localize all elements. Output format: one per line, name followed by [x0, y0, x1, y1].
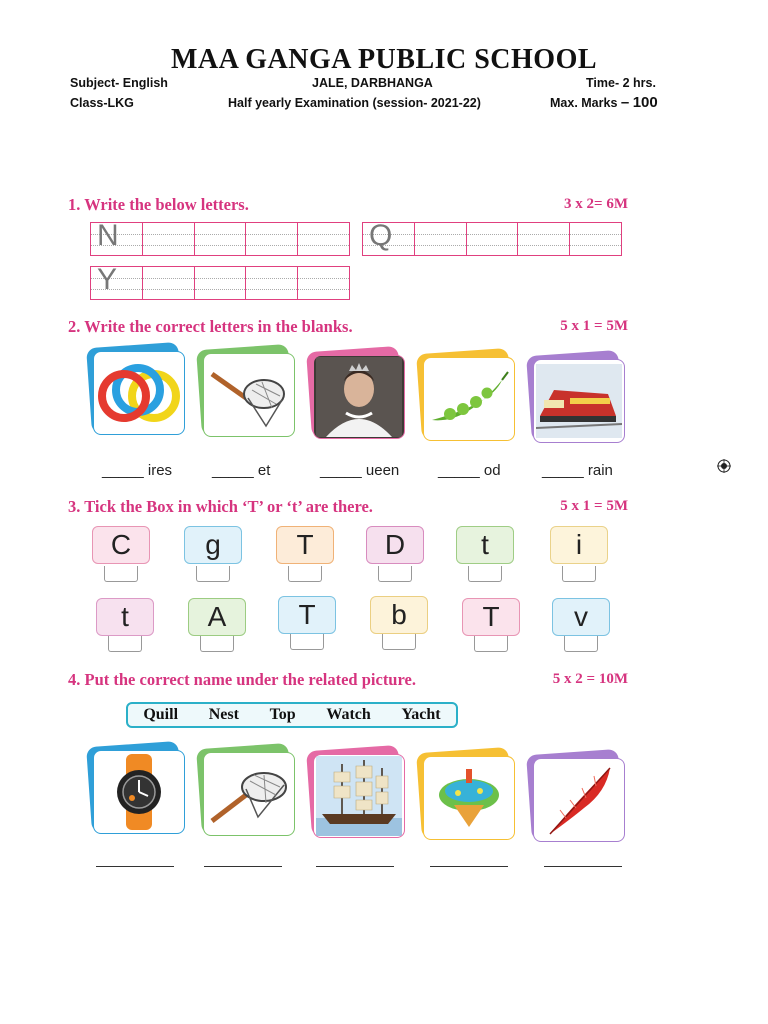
- blank-wires[interactable]: _____ ires: [102, 462, 173, 479]
- max-marks: [550, 94, 658, 111]
- tick-box[interactable]: [468, 566, 502, 582]
- picture-card-pod: [419, 351, 511, 437]
- grid-cell[interactable]: [91, 263, 142, 299]
- picture-card-net-2: [199, 746, 291, 832]
- letter-tile: g: [184, 526, 242, 564]
- tick-box[interactable]: [108, 636, 142, 652]
- blank-pod[interactable]: _____ od: [438, 462, 501, 479]
- grid-cell[interactable]: [297, 267, 349, 299]
- word-top: Top: [269, 706, 296, 723]
- tick-box[interactable]: [562, 566, 596, 582]
- max-marks-dash: –: [620, 94, 630, 111]
- picture-card-queen: [309, 349, 401, 435]
- wires-icon: [96, 358, 182, 428]
- trace-letter: N: [97, 219, 119, 252]
- letter-tile: v: [552, 598, 610, 636]
- grid-cell[interactable]: [569, 223, 621, 255]
- writing-grid-n[interactable]: [90, 219, 350, 256]
- letter-tile: i: [550, 526, 608, 564]
- writing-grid-y[interactable]: [90, 263, 350, 300]
- word-quill: Quill: [143, 706, 179, 723]
- q1-marks: 3 x 2= 6M: [564, 196, 628, 212]
- grid-cell[interactable]: [363, 219, 414, 255]
- spinning-top-icon: [426, 761, 512, 835]
- picture-card-quill: [529, 752, 621, 838]
- train-icon: [536, 364, 622, 438]
- q1-title: 1. Write the below letters.: [68, 195, 249, 214]
- watch-icon: [96, 754, 182, 830]
- picture-card-net: [199, 347, 291, 433]
- grid-cell[interactable]: [466, 223, 518, 255]
- tick-box[interactable]: [200, 636, 234, 652]
- grid-cell[interactable]: [194, 267, 246, 299]
- q4-title: 4. Put the correct name under the related picture.: [68, 670, 416, 689]
- grid-cell[interactable]: [142, 267, 194, 299]
- grid-cell[interactable]: [91, 219, 142, 255]
- grid-cell[interactable]: [142, 223, 194, 255]
- answer-line-net[interactable]: [204, 866, 282, 867]
- picture-card-train: [529, 353, 621, 439]
- queen-icon: [316, 357, 402, 437]
- letter-tile: A: [188, 598, 246, 636]
- net-icon: [206, 360, 292, 430]
- blank-train[interactable]: _____ rain: [542, 462, 613, 479]
- answer-line-watch[interactable]: [96, 866, 174, 867]
- letter-tile: b: [370, 596, 428, 634]
- picture-card-top: [419, 750, 511, 836]
- letter-tile: T: [278, 596, 336, 634]
- answer-line-quill[interactable]: [544, 866, 622, 867]
- letter-tile: t: [456, 526, 514, 564]
- q2-marks: 5 x 1 = 5M: [560, 318, 628, 334]
- max-marks-value: 100: [632, 94, 658, 111]
- word-watch: Watch: [326, 706, 371, 723]
- writing-grid-q[interactable]: [362, 219, 622, 256]
- grid-cell[interactable]: [245, 267, 297, 299]
- q3-marks: 5 x 1 = 5M: [560, 498, 628, 514]
- tick-box[interactable]: [378, 566, 412, 582]
- letter-tile: C: [92, 526, 150, 564]
- school-name: MAA GANGA PUBLIC SCHOOL: [170, 44, 598, 75]
- word-nest: Nest: [208, 706, 239, 723]
- time: Time- 2 hrs.: [586, 76, 656, 90]
- ship-icon: [316, 756, 402, 836]
- letter-tile: T: [276, 526, 334, 564]
- grid-cell[interactable]: [245, 223, 297, 255]
- trace-letter: Q: [369, 219, 393, 252]
- blank-queen[interactable]: _____ ueen: [320, 462, 400, 479]
- blank-net[interactable]: _____ et: [212, 462, 271, 479]
- quill-icon: [536, 762, 622, 838]
- class: Class-LKG: [70, 96, 134, 110]
- word-yacht: Yacht: [401, 706, 441, 723]
- q3-title: 3. Tick the Box in which ‘T’ or ‘t’ are there.: [68, 497, 373, 516]
- letter-tile: t: [96, 598, 154, 636]
- tick-box[interactable]: [288, 566, 322, 582]
- q2-title: 2. Write the correct letters in the blanks.: [68, 317, 353, 336]
- tick-box[interactable]: [564, 636, 598, 652]
- pod-icon: [426, 364, 512, 434]
- grid-cell[interactable]: [517, 223, 569, 255]
- word-bank: [126, 702, 458, 728]
- location: JALE, DARBHANGA: [312, 76, 433, 90]
- letter-tile: T: [462, 598, 520, 636]
- letter-tile: D: [366, 526, 424, 564]
- answer-line-ship[interactable]: [316, 866, 394, 867]
- subject: Subject- English: [70, 76, 168, 90]
- trace-letter: Y: [97, 263, 118, 296]
- picture-card-wires: [89, 345, 181, 431]
- tick-box[interactable]: [290, 634, 324, 650]
- grid-cell[interactable]: [194, 223, 246, 255]
- grid-cell[interactable]: [414, 223, 466, 255]
- net-icon: [206, 759, 292, 829]
- tick-box[interactable]: [196, 566, 230, 582]
- picture-card-watch: [89, 744, 181, 830]
- answer-line-top[interactable]: [430, 866, 508, 867]
- tick-box[interactable]: [382, 634, 416, 650]
- tick-box[interactable]: [474, 636, 508, 652]
- exam-name: Half yearly Examination (session- 2021-22): [228, 96, 481, 110]
- tick-box[interactable]: [104, 566, 138, 582]
- q4-marks: 5 x 2 = 10M: [552, 671, 628, 687]
- grid-cell[interactable]: [297, 223, 349, 255]
- max-marks-label: Max. Marks: [550, 96, 618, 110]
- registration-mark-icon: [717, 459, 731, 473]
- picture-card-ship: [309, 748, 401, 834]
